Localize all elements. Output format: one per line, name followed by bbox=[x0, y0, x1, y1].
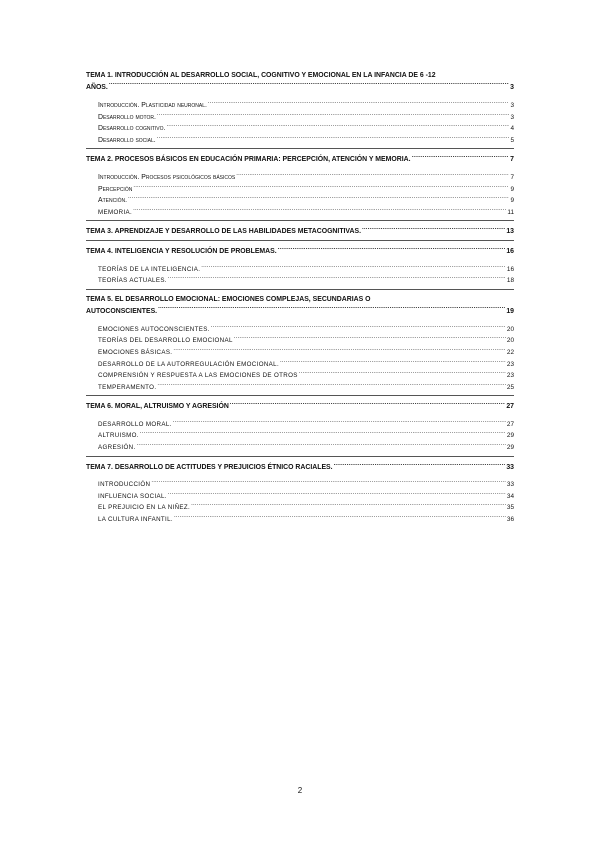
toc-entry-page: 3 bbox=[510, 102, 514, 109]
toc-entry-page: 29 bbox=[506, 444, 514, 452]
dot-leader bbox=[157, 381, 505, 389]
toc-entry-label: EL PREJUICIO EN LA NIÑEZ. bbox=[98, 504, 191, 512]
toc-entry-page: 33 bbox=[506, 463, 514, 471]
dot-leader bbox=[151, 478, 506, 486]
dot-leader bbox=[168, 490, 506, 498]
dot-leader bbox=[158, 305, 505, 313]
toc-entry[interactable] bbox=[86, 111, 514, 123]
toc-entry[interactable] bbox=[86, 99, 514, 111]
dot-leader bbox=[299, 369, 506, 377]
toc-entry-label: AGRESIÓN. bbox=[98, 444, 136, 452]
toc-entry-tema-2[interactable] bbox=[86, 153, 514, 165]
toc-entry-label: ALTRUISMO. bbox=[98, 432, 139, 440]
toc-entry-tema-1[interactable] bbox=[86, 70, 514, 93]
toc-entry-label: Introducción. Plasticidad neuronal. bbox=[98, 102, 207, 109]
divider bbox=[86, 289, 514, 290]
dot-leader bbox=[412, 153, 510, 161]
dot-leader bbox=[201, 263, 506, 271]
dot-leader bbox=[166, 122, 509, 130]
toc-entry-page: 22 bbox=[506, 348, 514, 356]
toc-entry-label: TEORÍAS DE LA INTELIGENCIA. bbox=[98, 265, 201, 273]
toc-entry-page: 16 bbox=[506, 247, 514, 255]
toc-entry-page: 11 bbox=[507, 208, 514, 216]
toc-entry-page: 7 bbox=[510, 156, 514, 164]
toc-entry[interactable] bbox=[86, 358, 514, 370]
toc-entry[interactable] bbox=[86, 501, 514, 513]
dot-leader bbox=[140, 429, 506, 437]
toc-entry[interactable] bbox=[86, 194, 514, 206]
toc-entry-page: 20 bbox=[506, 325, 514, 333]
toc-entry[interactable] bbox=[86, 122, 514, 134]
toc-entry-label: TEORÍAS DEL DESARROLLO EMOCIONAL bbox=[98, 337, 233, 345]
toc-entry-label: Desarrollo cognitivo. bbox=[98, 125, 166, 133]
toc-entry[interactable] bbox=[86, 346, 514, 358]
toc-entry[interactable] bbox=[86, 490, 514, 502]
toc-entry-label: Introducción. Procesos psicológicos básicos bbox=[98, 173, 236, 181]
toc-entry-page: 19 bbox=[506, 307, 514, 315]
toc-entry-page: 9 bbox=[510, 197, 514, 205]
toc-entry-page: 3 bbox=[510, 113, 514, 121]
dot-leader bbox=[133, 206, 506, 214]
toc-entry-page: 25 bbox=[506, 383, 514, 391]
dot-leader bbox=[137, 441, 506, 449]
toc-entry-page: 33 bbox=[506, 481, 514, 489]
toc-entry[interactable] bbox=[86, 274, 514, 286]
toc-entry-label: TEMA 1. INTRODUCCIÓN AL DESARROLLO SOCIAL, COGNITIVO Y EMOCIONAL EN LA INFANCIA DE 6 -12 bbox=[86, 72, 436, 79]
dot-leader bbox=[278, 245, 506, 253]
divider bbox=[86, 395, 514, 396]
toc-entry[interactable] bbox=[86, 441, 514, 453]
toc-entry-label: DESARROLLO MORAL. bbox=[98, 420, 172, 428]
toc-entry-tema-3[interactable] bbox=[86, 225, 514, 237]
toc-entry-page: 3 bbox=[510, 84, 514, 91]
toc-entry-label: TEMA 5. EL DESARROLLO EMOCIONAL: EMOCIONES COMPLEJAS, SECUNDARIAS O bbox=[86, 295, 371, 303]
toc-entry[interactable] bbox=[86, 418, 514, 430]
dot-leader bbox=[128, 194, 509, 202]
toc-entry-label: TEMA 7. DESARROLLO DE ACTITUDES Y PREJUICIOS ÉTNICO RACIALES. bbox=[86, 463, 333, 471]
toc-entry-tema-5[interactable] bbox=[86, 294, 514, 317]
dot-leader bbox=[191, 501, 506, 509]
toc-entry-page: 5 bbox=[510, 136, 514, 144]
toc-entry-label: Desarrollo social. bbox=[98, 136, 156, 144]
toc-entry-label: TEMPERAMENTO. bbox=[98, 383, 157, 391]
toc-entry-tema-4[interactable] bbox=[86, 245, 514, 257]
toc-entry[interactable] bbox=[86, 478, 514, 490]
toc-entry-page: 27 bbox=[506, 403, 514, 411]
toc-entry-page: 34 bbox=[506, 492, 514, 500]
dot-leader bbox=[234, 334, 506, 342]
toc-entry-page: 18 bbox=[506, 277, 514, 285]
toc-entry-label: COMPRENSIÓN Y RESPUESTA A LAS EMOCIONES DE OTROS bbox=[98, 372, 298, 380]
toc-entry[interactable] bbox=[86, 134, 514, 146]
dot-leader bbox=[362, 225, 505, 233]
divider bbox=[86, 148, 514, 149]
toc-entry[interactable] bbox=[86, 429, 514, 441]
toc-entry-label: INTRODUCCIÓN bbox=[98, 481, 151, 489]
dot-leader bbox=[157, 134, 510, 142]
dot-leader bbox=[236, 171, 509, 179]
dot-leader bbox=[173, 418, 506, 426]
dot-leader bbox=[280, 358, 506, 366]
toc-entry-page: 35 bbox=[506, 504, 514, 512]
toc-entry-label: TEMA 4. INTELIGENCIA Y RESOLUCIÓN DE PROBLEMAS. bbox=[86, 247, 277, 255]
toc-entry[interactable] bbox=[86, 183, 514, 195]
toc-entry-label: MEMORIA. bbox=[98, 208, 133, 216]
toc-entry-page: 23 bbox=[506, 360, 514, 368]
dot-leader bbox=[208, 99, 510, 107]
dot-leader bbox=[334, 461, 506, 469]
toc-entry[interactable] bbox=[86, 381, 514, 393]
toc-entry-label: Desarrollo motor. bbox=[98, 113, 156, 121]
divider bbox=[86, 456, 514, 457]
dot-leader bbox=[174, 513, 506, 521]
dot-leader bbox=[157, 111, 510, 119]
toc-entry-label: LA CULTURA INFANTIL. bbox=[98, 516, 173, 524]
dot-leader bbox=[230, 400, 506, 408]
toc-entry[interactable] bbox=[86, 369, 514, 381]
toc-entry-page: 13 bbox=[506, 228, 514, 236]
toc-entry-label-cont: AÑOS. bbox=[86, 84, 108, 91]
toc-entry-tema-6[interactable] bbox=[86, 400, 514, 412]
toc-entry-label: TEMA 6. MORAL, ALTRUISMO Y AGRESIÓN bbox=[86, 403, 229, 411]
table-of-contents bbox=[86, 70, 514, 525]
toc-entry-label: TEMA 2. PROCESOS BÁSICOS EN EDUCACIÓN PRIMARIA: PERCEPCIÓN, ATENCIÓN Y MEMORIA. bbox=[86, 156, 411, 164]
toc-entry[interactable] bbox=[86, 513, 514, 525]
toc-entry-page: 29 bbox=[506, 432, 514, 440]
toc-entry[interactable] bbox=[86, 171, 514, 183]
dot-leader bbox=[168, 274, 506, 282]
toc-entry-label: Percepción bbox=[98, 185, 133, 193]
toc-entry-label: TEORÍAS ACTUALES. bbox=[98, 277, 167, 285]
toc-entry-page: 23 bbox=[506, 372, 514, 380]
toc-entry-page: 4 bbox=[510, 125, 514, 133]
toc-entry-page: 27 bbox=[506, 420, 514, 428]
toc-entry-page: 7 bbox=[510, 173, 514, 181]
toc-entry-page: 9 bbox=[510, 185, 514, 193]
toc-entry-label: INFLUENCIA SOCIAL. bbox=[98, 492, 167, 500]
toc-entry-label: EMOCIONES BÁSICAS. bbox=[98, 348, 173, 356]
toc-entry-tema-7[interactable] bbox=[86, 461, 514, 473]
toc-entry[interactable] bbox=[86, 334, 514, 346]
toc-entry-page: 36 bbox=[506, 516, 514, 524]
toc-entry-label: EMOCIONES AUTOCONSCIENTES. bbox=[98, 325, 210, 333]
toc-entry-page: 20 bbox=[506, 337, 514, 345]
toc-entry-label: DESARROLLO DE LA AUTORREGULACIÓN EMOCIONAL. bbox=[98, 360, 280, 368]
divider bbox=[86, 240, 514, 241]
dot-leader bbox=[211, 323, 506, 331]
dot-leader bbox=[133, 183, 509, 191]
dot-leader bbox=[109, 81, 509, 89]
toc-entry-page: 16 bbox=[506, 265, 514, 273]
page-number: 2 bbox=[297, 786, 303, 795]
toc-entry-label: TEMA 3. APRENDIZAJE Y DESARROLLO DE LAS HABILIDADES METACOGNITIVAS. bbox=[86, 228, 362, 236]
divider bbox=[86, 220, 514, 221]
toc-entry[interactable] bbox=[86, 206, 514, 218]
dot-leader bbox=[173, 346, 506, 354]
toc-entry-label: Atención. bbox=[98, 197, 128, 205]
toc-entry-label-cont: AUTOCONSCIENTES. bbox=[86, 307, 158, 315]
toc-entry[interactable] bbox=[86, 263, 514, 275]
toc-entry[interactable] bbox=[86, 323, 514, 335]
